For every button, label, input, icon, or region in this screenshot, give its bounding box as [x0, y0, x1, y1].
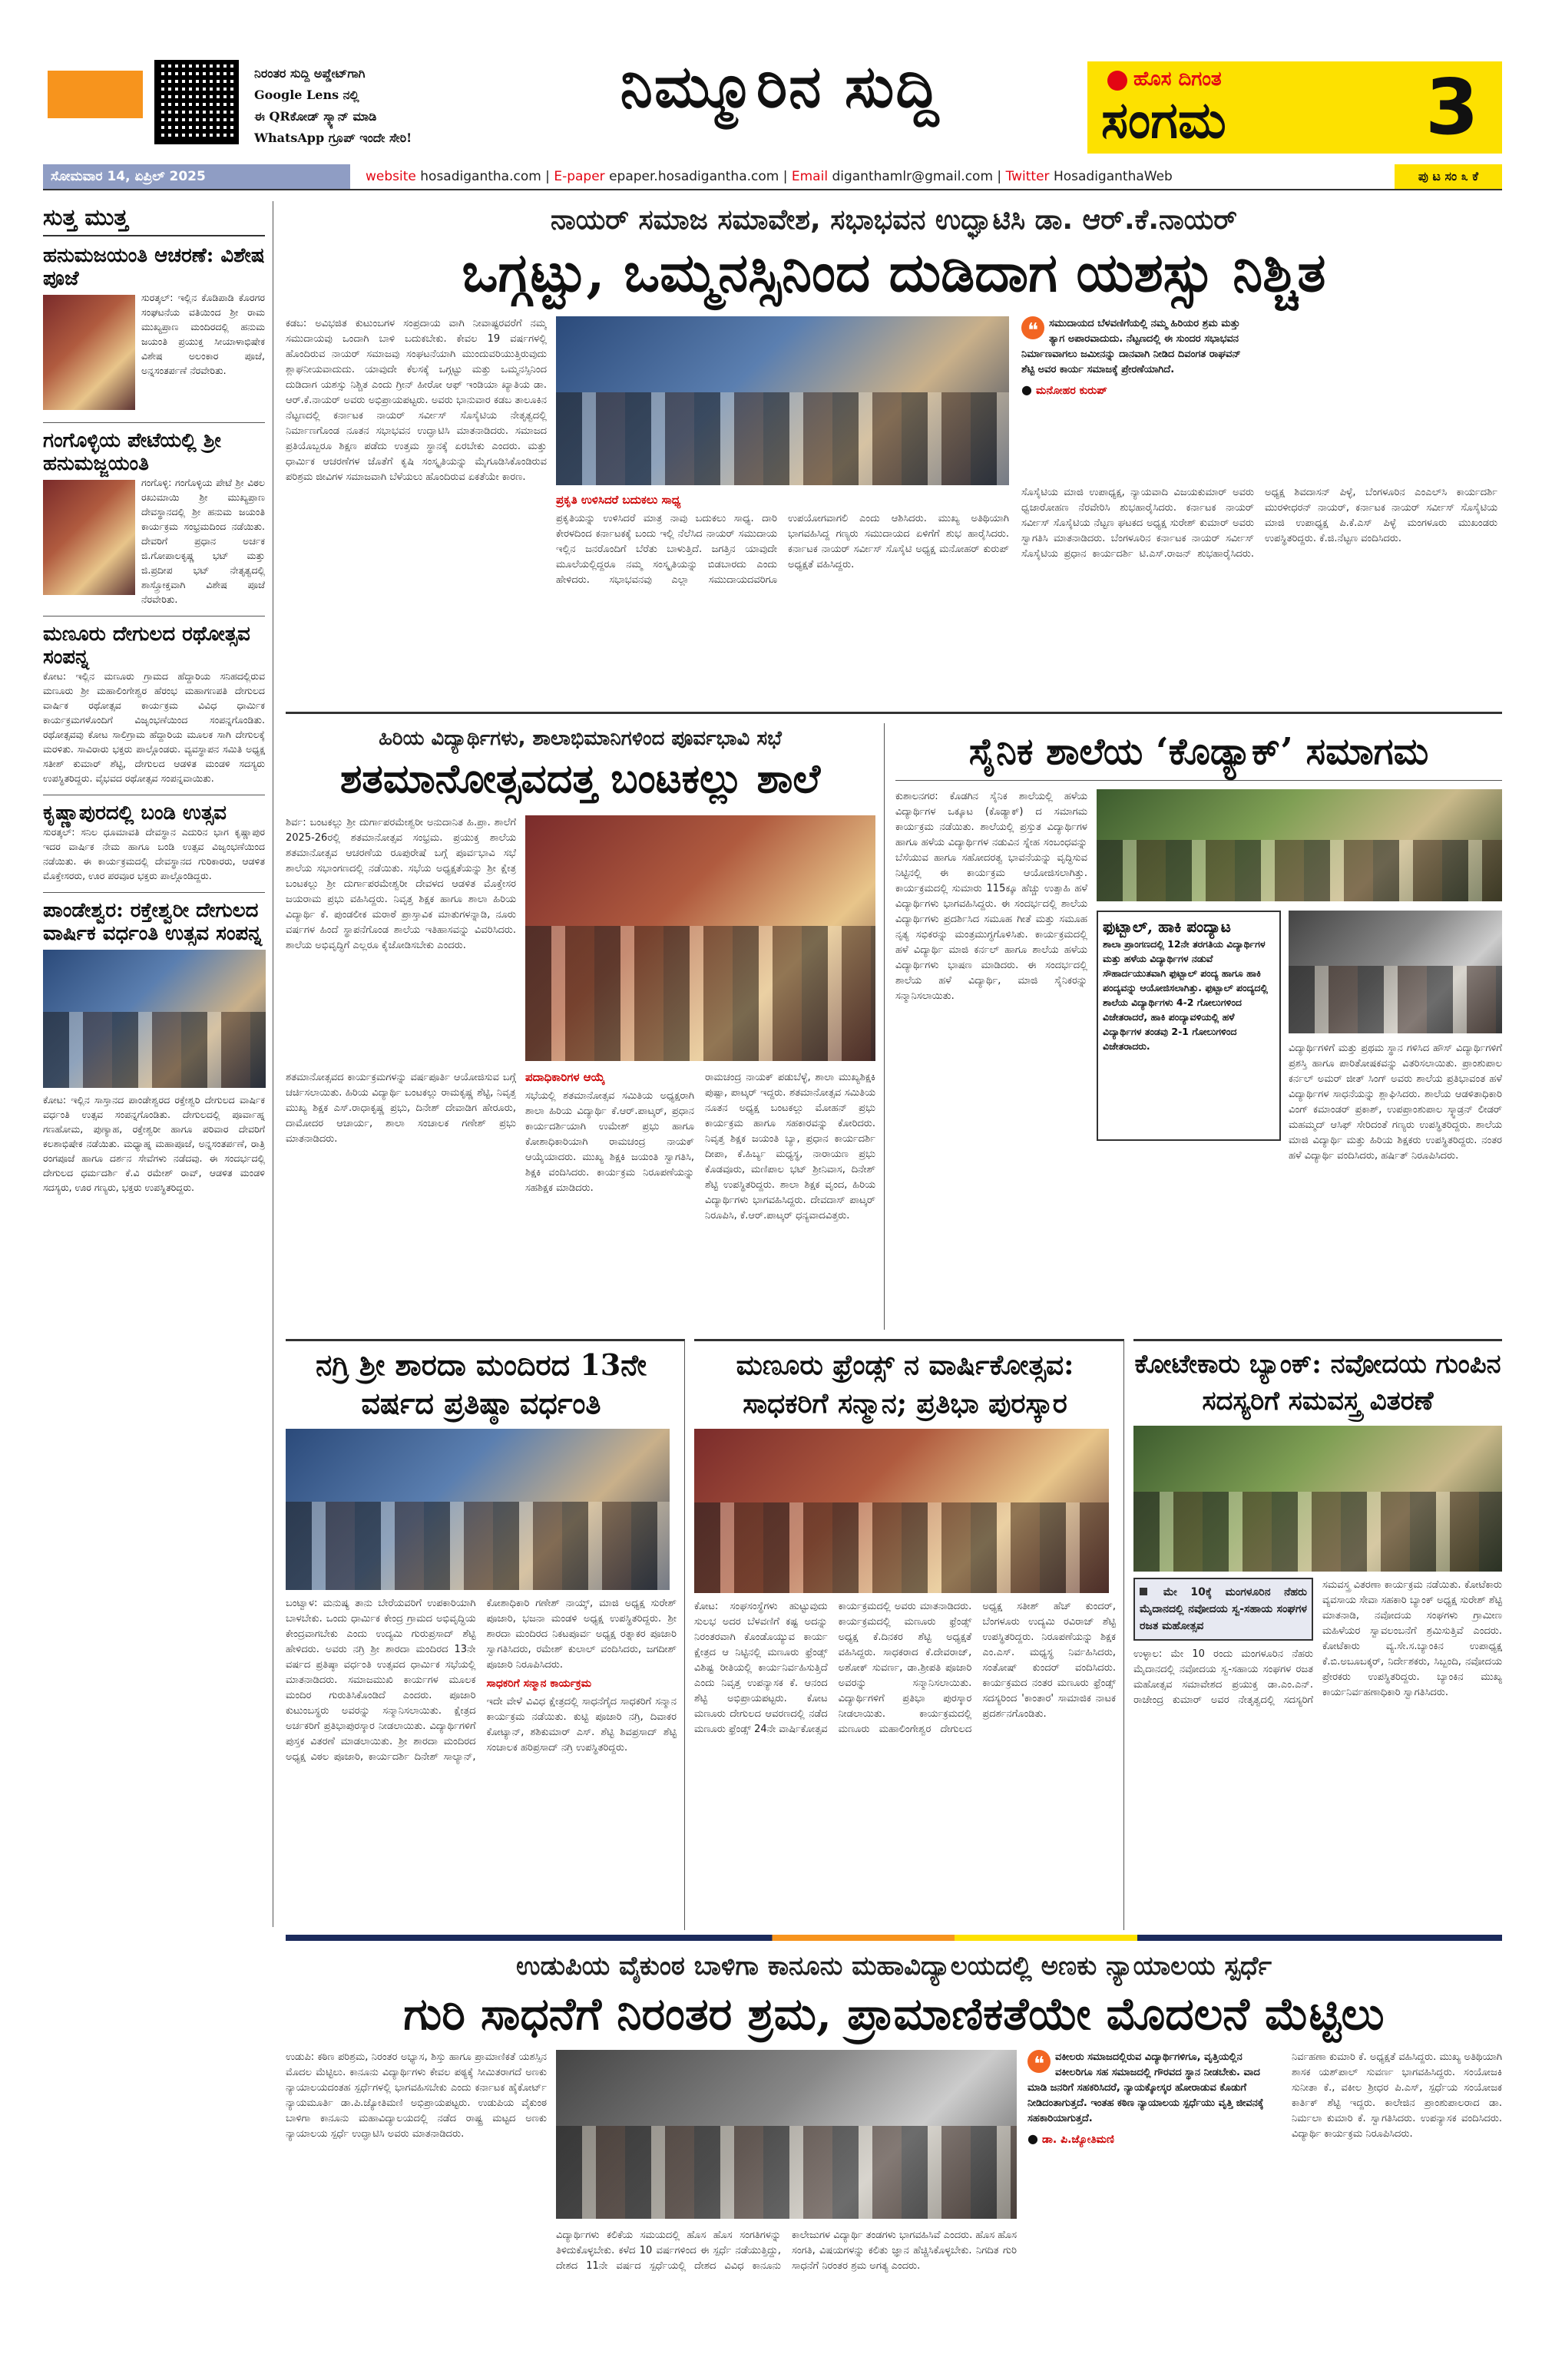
story-body: ವಿದ್ಯಾರ್ಥಿಗಳು ಕಲಿಕೆಯ ಸಮಯದಲ್ಲಿ ಹೊಸ ಹೊಸ ಸಂಗತಿಗಳನ್ನು ತಿಳಿದುಕೊಳ್ಳಬೇಕು. ಕಳೆದ 10 ವರ್ಷಗಳಿಂದ ಈ ಸ್ಪರ್ಧೆ ನಡೆಯುತ್ತಿದ್ದು, ದೇಶದ 11ನೇ ವರ್ಷದ ಸ್ಪರ್ಧೆಯಲ್ಲಿ ದೇಶದ ವಿವಿಧ ಕಾನೂನು ಕಾಲೇಜುಗಳ ವಿದ್ಯಾರ್ಥಿ ತಂಡಗಳು ಭಾಗವಹಿಸಿವೆ ಎಂದರು. ಹೊಸ ಹೊಸ ಸಂಗತಿ, ವಿಷಯಗಳನ್ನು ಕಲಿತು ಜ್ಞಾನ ಹೆಚ್ಚಿಸಿಕೊಳ್ಳಬೇಕು. ನಿಗದಿತ ಗುರಿ ಸಾಧನೆಗೆ ನಿರಂತರ ಶ್ರಮ ಅಗತ್ಯ ಎಂದರು. [556, 2230, 1017, 2272]
info-bar [43, 164, 1502, 190]
quote-icon: ❝ [1027, 2050, 1051, 2073]
brand-block [1087, 61, 1502, 154]
promo-line: Google Lens ನಲ್ಲಿ [254, 88, 359, 102]
website-link[interactable]: hosadigantha.com [420, 169, 541, 184]
pull-quote [1021, 316, 1252, 478]
box-bullet-icon [1140, 1588, 1147, 1595]
promo-line: ಈ QRಕೋಡ್ ಸ್ಕ್ಯಾನ್ ಮಾಡಿ [254, 109, 377, 124]
brand-small: ಹೊಸ ದಿಗಂತ [1133, 68, 1222, 91]
promo-text [254, 63, 515, 149]
contact-links: website hosadigantha.com | E-paper epaper.hosadigantha.com | Email diganthamlr@gmail.com | Twitter HosadiganthaWeb [366, 169, 1173, 184]
sidebar-item [43, 422, 265, 607]
masthead [43, 15, 1502, 161]
pull-quote [1027, 2050, 1281, 2280]
story-sainik-school [895, 723, 1502, 1330]
sidebar [43, 201, 273, 1927]
info-box [1133, 1578, 1313, 1641]
story-body-text: ಇದೇ ವೇಳೆ ವಿವಿಧ ಕ್ಷೇತ್ರದಲ್ಲಿ ಸಾಧನೆಗೈದ ಸಾಧಕರಿಗೆ ಸನ್ಮಾನ ಕಾರ್ಯಕ್ರಮ ನಡೆಯಿತು. ಕುಟ್ಟಿ ಪೂಜಾರಿ ನಗ್ರಿ, ದಿವಾಕರ ಕೋಟ್ಯಾನ್, ಶಶಿಕುಮಾರ್ ಎಸ್. ಶೆಟ್ಟಿ ಶಿವಪ್ರಸಾದ್ ಶೆಟ್ಟಿ ಸಂಚಾಲಕ ಹರಿಪ್ರಸಾದ್ ನಗ್ರಿ ಉಪಸ್ಥಿತರಿದ್ದರು. [486, 1696, 677, 1754]
sidebar-body: ಸುರತ್ಕಲ್: ಸನಿಲ ಧೂಮಾವತಿ ದೇವಸ್ಥಾನ ಎದುರಿನ ಭಾಗ ಕೃಷ್ಣಾಪುರ ಇದರ ವಾರ್ಷಿಕ ನೇಮ ಹಾಗೂ ಬಂಡಿ ಉತ್ಸವ ವಿಜೃಂಭಣೆಯಿಂದ ನಡೆಯಿತು. ಈ ಕಾರ್ಯಕ್ರಮದಲ್ಲಿ ದೇವಸ್ಥಾನದ ಗುರಿಕಾರರು, ಆಡಳಿತ ಮೊಕ್ತೇಸರರು, ಊರ ಪರವೂರ ಭಕ್ತರು ಪಾಲ್ಗೊಂಡಿದ್ದರು. [43, 826, 265, 881]
story-headline: ಶತಮಾನೋತ್ಸವದತ್ತ ಬಂಟಕಲ್ಲು ಶಾಲೆ [339, 755, 821, 802]
sidebar-headline: ಮಣೂರು ದೇಗುಲದ ರಥೋತ್ಸವ ಸಂಪನ್ನ [43, 623, 250, 669]
story-moot-court [286, 1947, 1502, 2362]
story-manur-friends [694, 1339, 1124, 1930]
story-body: ವಿದ್ಯಾರ್ಥಿಗಳಿಗೆ ಮತ್ತು ಪ್ರಥಮ ಸ್ಥಾನ ಗಳಿಸಿದ ಹೌಸ್ ವಿದ್ಯಾರ್ಥಿಗಳಿಗೆ ಪ್ರಶಸ್ತಿ ಹಾಗೂ ಪಾರಿತೋಷಕವನ್ನು ವಿತರಿಸಲಾಯಿತು. ಪ್ರಾಂಶುಪಾಲ ಕರ್ನಲ್ ಅಮರ್ ಜೀತ್ ಸಿಂಗ್ ಅವರು ಶಾಲೆಯ ಪ್ರತಿಭಾವಂತ ಹಳೆ ವಿದ್ಯಾರ್ಥಿಗಳ ಸಾಧನೆಯನ್ನು ಶ್ಲಾಘಿಸಿದರು. ಶಾಲೆಯ ಆಡಳಿತಾಧಿಕಾರಿ ವಿಂಗ್ ಕಮಾಂಡರ್ ಪ್ರಕಾಶ್, ಉಪಪ್ರಾಂಶುಪಾಲ ಸ್ಕ್ವಾಡ್ರನ್ ಲೀಡರ್ ಮಹಮ್ಮದ್ ಆಸಿಫ್ ಸೇರಿದಂತೆ ಗಣ್ಯರು ಉಪಸ್ಥಿತರಿದ್ದರು. ಶಾಲೆಯ ಮಾಜಿ ವಿದ್ಯಾರ್ಥಿ ಮತ್ತು ಹಿರಿಯ ಶಿಕ್ಷಕರು ಉಪಸ್ಥಿತರಿದ್ದರು. ನಂತರ ಹಳೆ ವಿದ್ಯಾರ್ಥಿ ವಂದಿಸಿದರು, ಹರ್ಷಿತ್ ನಿರೂಪಿಸಿದರು. [1289, 1043, 1502, 1162]
promo-line: WhatsApp ಗ್ರೂಪ್ ಇಂದೇ ಸೇರಿ! [254, 131, 412, 145]
sidebar-photo [43, 480, 135, 595]
story-photo [556, 316, 1009, 485]
story-body: ಸೊಸೈಟಿಯ ಮಾಜಿ ಉಪಾಧ್ಯಕ್ಷ, ನ್ಯಾಯವಾದಿ ವಿಜಯಕುಮಾರ್ ಅವರು ಧ್ವಜಾರೋಹಣ ನೆರವೇರಿಸಿ ಶುಭಹಾರೈಸಿದರು. ಕರ್ನಾಟಕ ನಾಯರ್ ಸರ್ವೀಸ್ ಸೊಸೈಟಿಯ ನೆಟ್ಟಣ ಘಟಕದ ಅಧ್ಯಕ್ಷ ಸುರೇಶ್ ಕುಮಾರ್ ಅವರು ಸ್ವಾಗತಿಸಿ ಮಾತನಾಡಿದರು. ಬೆಂಗಳೂರಿನ ಕರ್ನಾಟಕ ನಾಯರ್ ಸರ್ವೀಸ್ ಸೊಸೈಟಿಯ ಪ್ರಧಾನ ಕಾರ್ಯದರ್ಶಿ ಟಿ.ಎಸ್.ರಾಜನ್ ಶುಭಹಾರೈಸಿದರು. ಅಧ್ಯಕ್ಷ ಶಿವದಾಸನ್ ಪಿಳ್ಳೆ, ಬೆಂಗಳೂರಿನ ಎಂಎಲ್‌ಸಿ ಕಾರ್ಯದರ್ಶಿ ಮುರಳೀಧರನ್ ನಾಯರ್, ಕರ್ನಾಟಕ ನಾಯರ್ ಸರ್ವೀಸ್ ಸೊಸೈಟಿಯ ಮಾಜಿ ಉಪಾಧ್ಯಕ್ಷ ಪಿ.ಕೆ.ಎಸ್ ಪಿಳ್ಳೆ ಮಂಗಳೂರು ಮುಖಂಡರು ಉಪಸ್ಥಿತರಿದ್ದರು. ಕೆ.ಜಿ.ನೆಟ್ಟಣ ವಂದಿಸಿದರು. [1021, 487, 1497, 560]
sidebar-item [43, 244, 265, 413]
box-body: ಶಾಲಾ ಪ್ರಾಂಗಣದಲ್ಲಿ 12ನೇ ತರಗತಿಯ ವಿದ್ಯಾರ್ಥಿಗಳ ಮತ್ತು ಹಳೆಯ ವಿದ್ಯಾರ್ಥಿಗಳ ನಡುವೆ ಸೌಹಾರ್ದಯುತವಾಗಿ ಫುಟ್ಬಾಲ್ ಪಂದ್ಯ ಹಾಗೂ ಹಾಕಿ ಪಂದ್ಯವನ್ನು ಆಯೋಜಿಸಲಾಗಿತ್ತು. ಫುಟ್ಬಾಲ್ ಪಂದ್ಯದಲ್ಲಿ ಶಾಲೆಯ ವಿದ್ಯಾರ್ಥಿಗಳು 4-2 ಗೋಲುಗಳಿಂದ ವಿಜೇತರಾದರೆ, ಹಾಕಿ ಪಂದ್ಯಾವಳಿಯಲ್ಲಿ ಹಳೆ ವಿದ್ಯಾರ್ಥಿಗಳ ತಂಡವು 2-1 ಗೋಲುಗಳಿಂದ ವಿಜೇತರಾದರು. [1103, 938, 1268, 1052]
story-body: ನಿರ್ವಹಣಾ ಕುಮಾರಿ ಕೆ. ಅಧ್ಯಕ್ಷತೆ ವಹಿಸಿದ್ದರು. ಮುಖ್ಯ ಅತಿಥಿಯಾಗಿ ಶಾಸಕ ಯಶ್‌ಪಾಲ್ ಸುವರ್ಣ ಭಾಗವಹಿಸಿದ್ದರು. ಸಂಯೋಜಕಿ ಸುನೀತಾ ಕೆ., ವಕೀಲ ಶ್ರೀಧರ ಪಿ.ಎಸ್, ಸ್ಪರ್ಧೆಯ ಸಂಯೋಜಕ ಕಾರ್ತಿಕ್ ಶೆಟ್ಟಿ ಇದ್ದರು. ಕಾಲೇಜಿನ ಪ್ರಾಂಶುಪಾಲರಾದ ಡಾ. ನಿರ್ಮಲಾ ಕುಮಾರಿ ಕೆ. ಸ್ವಾಗತಿಸಿದರು. ಉಪನ್ಯಾಸಕ ವಂದಿಸಿದರು. ವಿದ್ಯಾರ್ಥಿ ಕಾರ್ಯಕ್ರಮ ನಿರೂಪಿಸಿದರು. [1292, 2051, 1502, 2140]
qr-code[interactable] [154, 60, 239, 144]
story-body: ಶಿರ್ವ: ಬಂಟಕಲ್ಲು ಶ್ರೀ ದುರ್ಗಾಪರಮೇಶ್ವರೀ ಅನುದಾನಿತ ಹಿ.ಪ್ರಾ. ಶಾಲೆಗೆ 2025-26ರಲ್ಲಿ ಶತಮಾನೋತ್ಸವ ಸಂಭ್ರಮ. ಪ್ರಯುಕ್ತ ಶಾಲೆಯ ಶತಮಾನೋತ್ಸವ ಆಚರಣೆಯ ರೂಪುರೇಷೆ ಬಗ್ಗೆ ಪೂರ್ವಭಾವಿ ಸಭೆ ಶಾಲೆಯ ಸಭಾಂಗಣದಲ್ಲಿ ನಡೆಯಿತು. ಸಭೆಯ ಅಧ್ಯಕ್ಷತೆಯನ್ನು ಶ್ರೀ ಕ್ಷೇತ್ರ ಬಂಟಕಲ್ಲು ಶ್ರೀ ದುರ್ಗಾಪರಮೇಶ್ವರೀ ದೇವಳದ ಆಡಳಿತ ಮೊಕ್ತೇಸರ ಜಯರಾಮ ಪ್ರಭು ವಹಿಸಿದ್ದರು. ನಿವೃತ್ತ ಶಿಕ್ಷಕ ಹಾಗೂ ಶಾಲಾ ಹಿರಿಯ ವಿದ್ಯಾರ್ಥಿ ಕೆ. ಪುಂಡಲೀಕ ಮರಾಠೆ ಪ್ರಾಸ್ತಾವಿಕ ಮಾತುಗಳನ್ನಾಡಿ, ನೂರು ವರ್ಷಗಳ ಹಿಂದೆ ಸ್ಥಾಪನೆಗೊಂಡ ಶಾಲೆಯ ಇತಿಹಾಸವನ್ನು ವಿವರಿಸಿದರು. ಶಾಲೆಯ ಅಭಿವೃದ್ಧಿಗೆ ಎಲ್ಲರೂ ಕೈಜೋಡಿಸಬೇಕು ಎಂದರು. [286, 817, 516, 951]
story-photo [556, 2050, 1017, 2219]
website-label: website [366, 169, 416, 184]
box-title: ಫುಟ್ಬಾಲ್, ಹಾಕಿ ಪಂದ್ಯಾಟ [1103, 917, 1231, 936]
twitter-link[interactable]: HosadiganthaWeb [1053, 169, 1173, 184]
sidebar-headline: ಹನುಮಜಯಂತಿ ಆಚರಣೆ: ವಿಶೇಷ ಪೂಜೆ [43, 244, 265, 290]
story-headline: ಸೈನಿಕ ಶಾಲೆಯ ‘ಕೊಡ್ಯಾಕ್’ ಸಮಾಗಮ [895, 723, 1502, 781]
box-item: ಮೇ 10ಕ್ಕೆ ಮಂಗಳೂರಿನ ನೆಹರು ಮೈದಾನದಲ್ಲಿ ನವೋದಯ ಸ್ವ-ಸಹಾಯ ಸಂಘಗಳ ರಜತ ಮಹೋತ್ಸವ [1140, 1586, 1307, 1632]
page-code: ಪು ಟ ಸಂ ೩ ಕೆ [1395, 164, 1502, 189]
story-subhead: ಪ್ರಕೃತಿ ಉಳಿಸಿದರೆ ಬದುಕಲು ಸಾಧ್ಯ [556, 493, 681, 507]
story-body: ಉಡುಪಿ: ಕಠಿಣ ಪರಿಶ್ರಮ, ನಿರಂತರ ಅಭ್ಯಾಸ, ಶಿಸ್ತು ಹಾಗೂ ಪ್ರಾಮಾಣಿಕತೆ ಯಶಸ್ಸಿನ ಮೊದಲ ಮೆಟ್ಟಿಲು. ಕಾನೂನು ವಿದ್ಯಾರ್ಥಿಗಳು ಕೇವಲ ಪಠ್ಯಕ್ಕೆ ಸೀಮಿತರಾಗದೆ ಅಣಕು ನ್ಯಾಯಾಲಯದಂತಹ ಸ್ಪರ್ಧೆಗಳಲ್ಲಿ ಭಾಗವಹಿಸಬೇಕು ಎಂದು ಕರ್ನಾಟಕ ಹೈಕೋರ್ಟ್ ನ್ಯಾಯಮೂರ್ತಿ ಡಾ.ಪಿ.ಜ್ಯೋತಿಮಣಿ ಅಭಿಪ್ರಾಯಪಟ್ಟರು. ಉಡುಪಿಯ ವೈಕುಂಠ ಬಾಳಿಗಾ ಕಾನೂನು ಮಹಾವಿದ್ಯಾಲಯದಲ್ಲಿ ನಡೆದ ರಾಷ್ಟ್ರ ಮಟ್ಟದ ಅಣಕು ನ್ಯಾಯಾಲಯ ಸ್ಪರ್ಧೆ ಉದ್ಘಾಟಿಸಿ ಅವರು ಮಾತನಾಡಿದರು. [286, 2051, 547, 2140]
epaper-link[interactable]: epaper.hosadigantha.com [609, 169, 779, 184]
story-headline: ಗುರಿ ಸಾಧನೆಗೆ ನಿರಂತರ ಶ್ರಮ, ಪ್ರಾಮಾಣಿಕತೆಯೇ ಮೊದಲನೆ ಮೆಟ್ಟಿಲು [403, 1988, 1385, 2040]
story-body: ಕೋಟ: ಸಂಘಸಂಸ್ಥೆಗಳು ಹುಟ್ಟುವುದು ಸುಲಭ ಅದರ ಬೆಳವಣಿಗೆ ಕಷ್ಟ ಅದನ್ನು ನಿರಂತರವಾಗಿ ಕೊಂಡೊಯ್ಯುವ ಕಾರ್ಯ ಕ್ಷೇತ್ರದ ಆ ನಿಟ್ಟಿನಲ್ಲಿ ಮಣೂರು ಫ್ರೆಂಡ್ಸ್ ವಿಶಿಷ್ಟ ರೀತಿಯಲ್ಲಿ ಕಾರ್ಯನಿರ್ವಹಿಸುತ್ತಿದೆ ಎಂದು ನಿವೃತ್ತ ಉಪನ್ಯಾಸಕ ಕೆ. ಆನಂದ ಶೆಟ್ಟಿ ಅಭಿಪ್ರಾಯಪಟ್ಟರು. ಕೋಟ ಮಣೂರು ದೇಗುಲದ ಆವರಣದಲ್ಲಿ ನಡೆದ ಮಣೂರು ಫ್ರೆಂಡ್ಸ್ 24ನೇ ವಾರ್ಷಿಕೋತ್ಸವ ಕಾರ್ಯಕ್ರಮದಲ್ಲಿ ಅವರು ಮಾತನಾಡಿದರು. ಕಾರ್ಯಕ್ರಮದಲ್ಲಿ ಮಣೂರು ಫ್ರೆಂಡ್ಸ್ ಅಧ್ಯಕ್ಷ ಕೆ.ದಿನಕರ ಶೆಟ್ಟಿ ಅಧ್ಯಕ್ಷತೆ ವಹಿಸಿದ್ದರು. ಸಾಧಕರಾದ ಕೆ.ದೇವರಾಜ್, ಅಶೋಕ್ ಸುವರ್ಣ, ಡಾ.ಶ್ರೀಪತಿ ಪೂಜಾರಿ ಅವರನ್ನು ಸನ್ಮಾನಿಸಲಾಯಿತು. ವಿದ್ಯಾರ್ಥಿಗಳಿಗೆ ಪ್ರತಿಭಾ ಪುರಸ್ಕಾರ ನೀಡಲಾಯಿತು. ಕಾರ್ಯಕ್ರಮದಲ್ಲಿ ಮಣೂರು ಮಹಾಲಿಂಗೇಶ್ವರ ದೇಗುಲದ ಅಧ್ಯಕ್ಷ ಸತೀಶ್ ಹೆಚ್ ಕುಂದರ್, ಬೆಂಗಳೂರು ಉದ್ಯಮಿ ರವಿರಾಜ್ ಶೆಟ್ಟಿ ಉಪಸ್ಥಿತರಿದ್ದರು. ನಿರೂಪಣೆಯನ್ನು ಶಿಕ್ಷಕ ಎಂ.ಎಸ್. ಮಧ್ಯಸ್ಥ ನಿರ್ವಹಿಸಿದರು, ಸಂತೋಷ್ ಕುಂದರ್ ವಂದಿಸಿದರು. ಕಾರ್ಯಕ್ರಮದ ನಂತರ ಮಣೂರು ಫ್ರೆಂಡ್ಸ್ ಸದಸ್ಯರಿಂದ 'ಕಾಂತಾರ' ಸಾಮಾಜಿಕ ನಾಟಕ ಪ್ರದರ್ಶನಗೊಂಡಿತು. [694, 1601, 1116, 1735]
story-kicker: ನಾಯರ್ ಸಮಾಜ ಸಮಾವೇಶ, ಸಭಾಭವನ ಉದ್ಘಾಟಿಸಿ ಡಾ. ಆರ್.ಕೆ.ನಾಯರ್ [551, 204, 1237, 236]
story-headline: ಮಣೂರು ಫ್ರೆಂಡ್ಸ್ ನ ವಾರ್ಷಿಕೋತ್ಸವ: ಸಾಧಕರಿಗೆ ಸನ್ಮಾನ; ಪ್ರತಿಭಾ ಪುರಸ್ಕಾರ [736, 1349, 1074, 1420]
sidebar-item [43, 795, 265, 883]
story-body [286, 1596, 677, 1919]
sidebar-section-title: ಸುತ್ತ ಮುತ್ತ [43, 201, 265, 236]
story-body [1133, 1578, 1502, 1908]
sidebar-headline: ಪಾಂಡೇಶ್ವರ: ರಕ್ತೇಶ್ವರೀ ದೇಗುಲದ ವಾರ್ಷಿಕ ವರ್ಧಂತಿ ಉತ್ಸವ ಸಂಪನ್ನ [43, 899, 263, 945]
color-band [286, 1935, 1502, 1941]
email-link[interactable]: diganthamlr@gmail.com [832, 169, 994, 184]
sidebar-headline: ಗಂಗೊಳ್ಳಿಯ ಪೇಟೆಯಲ್ಲಿ ಶ್ರೀ ಹನುಮಜ್ಜಯಂತಿ [43, 429, 221, 475]
sidebar-body: ಕೋಟ: ಇಲ್ಲಿನ ಸಾಸ್ತಾನದ ಪಾಂಡೇಶ್ವರದ ರಕ್ತೇಶ್ವರಿ ದೇಗುಲದ ವಾರ್ಷಿಕ ವರ್ಧಂತಿ ಉತ್ಸವ ಸಂಪನ್ನಗೊಂಡಿತು. ದೇಗುಲದಲ್ಲಿ ಪೂರ್ವಾಹ್ನ ಗಣಹೋಮ, ಪುಣ್ಯಾಹ, ರಕ್ತೇಶ್ವರೀ ಹಾಗೂ ಪರಿವಾರ ದೇವರಿಗೆ ಕಲಶಾಭಿಷೇಕ ನಡೆಯಿತು. ಮಧ್ಯಾಹ್ನ ಮಹಾಪೂಜೆ, ಅನ್ನಸಂತರ್ಪಣೆ, ರಾತ್ರಿ ರಂಗಪೂಜೆ ಹಾಗೂ ದರ್ಶನ ಸೇವೆಗಳು ನಡೆದವು. ಈ ಸಂದರ್ಭದಲ್ಲಿ ದೇಗುಲದ ಧರ್ಮದರ್ಶಿ ಕೆ.ವಿ ರಮೇಶ್ ರಾವ್, ಆಡಳಿತ ಮಂಡಳಿ ಸದಸ್ಯರು, ಊರ ಗಣ್ಯರು, ಭಕ್ತರು ಉಪಸ್ಥಿತರಿದ್ದರು. [43, 1094, 265, 1193]
story-kotekar-bank [1133, 1339, 1502, 1930]
epaper-label: E-paper [554, 169, 605, 184]
quote-icon: ❝ [1021, 316, 1044, 339]
pull-quote-text: ಸಮುದಾಯದ ಬೆಳವಣಿಗೆಯಲ್ಲಿ ನಮ್ಮ ಹಿರಿಯರ ಶ್ರಮ ಮತ್ತು ತ್ಯಾಗ ಅಪಾರವಾದುದು. ನೆಟ್ಟಣದಲ್ಲಿ ಈ ಸುಂದರ ಸಭಾಭವನ ನಿರ್ಮಾಣವಾಗಲು ಜಮೀನನ್ನು ದಾನವಾಗಿ ನೀಡಿದ ದಿವಂಗತ ರಾಘವನ್ ಶೆಟ್ಟಿ ಅವರ ಕಾರ್ಯ ಸಮಾಜಕ್ಕೆ ಪ್ರೇರಣೆಯಾಗಿದೆ. [1021, 318, 1241, 375]
story-headline: ನಗ್ರಿ ಶ್ರೀ ಶಾರದಾ ಮಂದಿರದ 13ನೇ ವರ್ಷದ ಪ್ರತಿಷ್ಠಾ ವರ್ಧಂತಿ [316, 1347, 647, 1420]
story-sharada-mandira [286, 1339, 685, 1930]
sidebar-photo [43, 950, 266, 1088]
story-body: ರಾಮಚಂದ್ರ ನಾಯಕ್ ಪಡುಬೆಳ್ಳೆ, ಶಾಲಾ ಮುಖ್ಯಶಿಕ್ಷಕಿ ಪುಷ್ಪಾ, ಪಾಟ್ಕರ್ ಇದ್ದರು. ಶತಮಾನೋತ್ಸವ ಸಮಿತಿಯ ನೂತನ ಅಧ್ಯಕ್ಷ ಬಂಟಕಲ್ಲು ಮೋಹನ್ ಪ್ರಭು ಕಾರ್ಯಕ್ರಮ ಹಾಗೂ ಸಹಕಾರವನ್ನು ಕೋರಿದರು. ನಿವೃತ್ತ ಶಿಕ್ಷಕ ಜಯಂತಿ ಬ್ಯಾ, ಪ್ರಧಾನ ಕಾರ್ಯದರ್ಶಿ ದೀಪಾ, ಕೆ.ಹಿರ್ಬ್ಯ ಮಧ್ಯಸ್ಥ, ನಾರಾಯಣ ಪ್ರಭು ಕೊಡವೂರು, ಮಣಿಪಾಲ ಭಟ್ ಶ್ರೀನಿವಾಸ, ದಿನೇಶ್ ಶೆಟ್ಟಿ ಉಪಸ್ಥಿತರಿದ್ದರು. ಶಾಲಾ ಶಿಕ್ಷಕ ವೃಂದ, ಹಿರಿಯ ವಿದ್ಯಾರ್ಥಿಗಳು ಭಾಗವಹಿಸಿದ್ದರು. ದೇವದಾಸ್ ಪಾಟ್ಕರ್ ನಿರೂಪಿಸಿ, ಕೆ.ಆರ್.ಪಾಟ್ಕರ್ ಧನ್ಯವಾದವಿತ್ತರು. [705, 1072, 875, 1221]
story-kicker: ಉಡುಪಿಯ ವೈಕುಂಠ ಬಾಳಿಗಾ ಕಾನೂನು ಮಹಾವಿದ್ಯಾಲಯದಲ್ಲಿ ಅಣಕು ನ್ಯಾಯಾಲಯ ಸ್ಪರ್ಧೆ [516, 1951, 1272, 1982]
date-label: ಸೋಮವಾರ 14, ಏಪ್ರಿಲ್ 2025 [43, 164, 350, 189]
page-number: 3 [1425, 62, 1479, 152]
masthead-title: ನಿಮ್ಮೂರಿನ ಸುದ್ದಿ [620, 52, 941, 121]
story-subhead: ಪದಾಧಿಕಾರಿಗಳ ಆಯ್ಕೆ [525, 1070, 605, 1084]
email-label: Email [791, 169, 829, 184]
sidebar-item [43, 616, 265, 785]
sidebar-body: ಕೋಟ: ಇಲ್ಲಿನ ಮಣೂರು ಗ್ರಾಮದ ಹೆದ್ದಾರಿಯ ಸನಿಹದಲ್ಲಿರುವ ಮಣೂರು ಶ್ರೀ ಮಹಾಲಿಂಗೇಶ್ವರ ಹೆರಂಭ ಮಹಾಗಣಪತಿ ದೇಗುಲದ ವಾರ್ಷಿಕ ರಥೋತ್ಸವ ಕಾರ್ಯಕ್ರಮ ವಿವಿಧ ಧಾರ್ಮಿಕ ಕಾರ್ಯಕ್ರಮಗಳೊಂದಿಗೆ ವಿಜೃಂಭಣೆಯಿಂದ ಸಂಪನ್ನಗೊಂಡಿತು. ರಥೋತ್ಸವವು ಕೋಟ ಸಾಲಿಗ್ರಾಮ ಹೆದ್ದಾರಿಯ ಮೂಲಕ ಸಾಗಿ ದೇಗುಲಕ್ಕೆ ಮರಳಿತು. ಸಾವಿರಾರು ಭಕ್ತರು ಪಾಲ್ಗೊಂಡರು. ವ್ಯವಸ್ಥಾಪನ ಸಮಿತಿ ಅಧ್ಯಕ್ಷ ಸತೀಶ್ ಕುಮಾರ್ ಶೆಟ್ಟಿ, ದೇಗುಲದ ಆಡಳಿತ ಮಂಡಳಿ ಸದಸ್ಯರು ಉಪಸ್ಥಿತರಿದ್ದರು. ವೈಭವದ ರಥೋತ್ಸವ ಸಂಪನ್ನವಾಯಿತು. [43, 670, 265, 784]
story-photo [1133, 1426, 1502, 1572]
sidebar-photo [43, 295, 135, 410]
sidebar-body: ಗಂಗೊಳ್ಳಿ: ಗಂಗೊಳ್ಳಿಯ ಪೇಟೆ ಶ್ರೀ ವಿಠಲ ರಖುಮಾಯಿ ಶ್ರೀ ಮುಖ್ಯಪ್ರಾಣ ದೇವಸ್ಥಾನದಲ್ಲಿ ಶ್ರೀ ಹನುಮ ಜಯಂತಿ ಕಾರ್ಯಕ್ರಮ ಸಂಭ್ರಮದಿಂದ ನಡೆಯಿತು. ದೇವರಿಗೆ ಪ್ರಧಾನ ಅರ್ಚಕ ಜಿ.ಗೋಪಾಲಕೃಷ್ಣ ಭಟ್ ಮತ್ತು ಜಿ.ಪ್ರದೀಪ ಭಟ್ ನೇತೃತ್ವದಲ್ಲಿ ಶಾಸ್ತ್ರೋಕ್ತವಾಗಿ ವಿಶೇಷ ಪೂಜೆ ನೆರವೇರಿತು. [141, 477, 265, 605]
story-body: ಸಭೆಯಲ್ಲಿ ಶತಮಾನೋತ್ಸವ ಸಮಿತಿಯ ಅಧ್ಯಕ್ಷರಾಗಿ ಶಾಲಾ ಹಿರಿಯ ವಿದ್ಯಾರ್ಥಿ ಕೆ.ಆರ್.ಪಾಟ್ಕರ್, ಪ್ರಧಾನ ಕಾರ್ಯದರ್ಶಿಯಾಗಿ ಉಮೇಶ್ ಪ್ರಭು ಹಾಗೂ ಕೋಶಾಧಿಕಾರಿಯಾಗಿ ರಾಮಚಂದ್ರ ನಾಯಕ್ ಆಯ್ಕೆಯಾದರು. ಮುಖ್ಯ ಶಿಕ್ಷಕಿ ಜಯಂತಿ ಸ್ವಾಗತಿಸಿ, ಶಿಕ್ಷಕಿ ವಂದಿಸಿದರು. ಕಾರ್ಯಕ್ರಮ ನಿರೂಪಣೆಯನ್ನು ಸಹಶಿಕ್ಷಕ ಮಾಡಿದರು. [525, 1090, 694, 1194]
story-subhead: ಸಾಧಕರಿಗೆ ಸನ್ಮಾನ ಕಾರ್ಯಕ್ರಮ [486, 1678, 592, 1690]
twitter-label: Twitter [1005, 169, 1050, 184]
story-body: ಕಡಬ: ಅವಿಭಜಿತ ಕುಟುಂಬಗಳ ಸಂಪ್ರದಾಯ ವಾಗಿ ನೀವಾಷ್ಟರವರೆಗೆ ನಮ್ಮ ಸಮುದಾಯವು ಒಂದಾಗಿ ಬಾಳಿ ಬದುಕಬೇಕು. ಕೇವಲ 19 ವರ್ಷಗಳಲ್ಲಿ ಹೊಂದಿರುವ ನಾಯರ್ ಸಮಾಜವು ಸಂಘಟನೆಯಾಗಿ ಮುಂದುವರಿಯುತ್ತಿರುವುದು ಶ್ಲಾಘನೀಯವಾದುದು. ಯಾವುದೇ ಕೆಲಸಕ್ಕೆ ಒಗ್ಗಟ್ಟು ಮತ್ತು ಒಮ್ಮನಸ್ಸಿನಿಂದ ದುಡಿದಾಗ ಯಶಸ್ಸು ನಿಶ್ಚಿತ ಎಂದು ಗ್ರೀನ್ ಹೀರೋ ಆಫ್ ಇಂಡಿಯಾ ಖ್ಯಾತಿಯ ಡಾ. ಆರ್.ಕೆ.ನಾಯರ್ ಅವರು ಅಭಿಪ್ರಾಯಪಟ್ಟರು. ಅವರು ಭಾನುವಾರ ಕಡಬ ತಾಲೂಕಿನ ನೆಟ್ಟಣದಲ್ಲಿ ಕರ್ನಾಟಕ ನಾಯರ್ ಸರ್ವೀಸ್ ಸೊಸೈಟಿಯ ನೇತೃತ್ವದಲ್ಲಿ ನಿರ್ಮಾಣಗೊಂಡ ನೂತನ ಸಭಾಭವನ ಉದ್ಘಾಟಿಸಿ ಮಾತನಾಡಿದರು. ಸಮಾಜದ ಪ್ರತಿಯೊಬ್ಬರೂ ಶಿಕ್ಷಣ ಪಡೆದು ಉತ್ತಮ ಸ್ಥಾನಕ್ಕೆ ಏರಬೇಕು ಎಂದರು. ಮತ್ತು ಧಾರ್ಮಿಕ ಆಚರಣೆಗಳ ಜೊತೆಗೆ ಕೃಷಿ ಸಂಸ್ಕೃತಿಯನ್ನು ಮೈಗೂಡಿಸಿಕೊಂಡಿರುವ ಪರಿಶ್ರಮ ಜೀವಿಗಳ ಸಮಾಜವಾಗಿ ಬೆಳೆಯಲು ಹೊಂದಿರುವ ಏಕತೆಯೇ ಕಾರಣ. [286, 318, 547, 483]
story-kicker: ಹಿರಿಯ ವಿದ್ಯಾರ್ಥಿಗಳು, ಶಾಲಾಭಿಮಾನಿಗಳಿಂದ ಪೂರ್ವಭಾವಿ ಸಭೆ [379, 727, 782, 750]
story-photo [1289, 911, 1502, 1033]
story-body: ಕುಶಾಲನಗರ: ಕೊಡಗಿನ ಸೈನಿಕ ಶಾಲೆಯಲ್ಲಿ ಹಳೆಯ ವಿದ್ಯಾರ್ಥಿಗಳ ಒಕ್ಕೂಟ (ಕೊಡ್ಯಾಕ್) ದ ಸಮಾಗಮ ಕಾರ್ಯಕ್ರಮ ನಡೆಯಿತು. ಶಾಲೆಯಲ್ಲಿ ಪ್ರಸ್ತುತ ವಿದ್ಯಾರ್ಥಿಗಳ ಹಾಗೂ ಹಳೆಯ ವಿದ್ಯಾರ್ಥಿಗಳ ನಡುವಿನ ಸ್ನೇಹ ಸಂಬಂಧವನ್ನು ಬೆಸೆಯುವ ಹಾಗೂ ಸಹೋದರತ್ವ ಭಾವನೆಯನ್ನು ವೃದ್ಧಿಸುವ ನಿಟ್ಟಿನಲ್ಲಿ ಈ ಕಾರ್ಯಕ್ರಮ ಆಯೋಜಿಸಲಾಗಿತ್ತು. ಕಾರ್ಯಕ್ರಮದಲ್ಲಿ ಸುಮಾರು 115ಕ್ಕೂ ಹೆಚ್ಚು ಉತ್ಸಾಹಿ ಹಳೆ ವಿದ್ಯಾರ್ಥಿಗಳು ಭಾಗವಹಿಸಿದ್ದರು. ಈ ಸಂದರ್ಭದಲ್ಲಿ ಶಾಲೆಯ ವಿದ್ಯಾರ್ಥಿಗಳು ಪ್ರದರ್ಶಿಸಿದ ಸಮೂಹ ಗೀತೆ ಮತ್ತು ಸಮೂಹ ನೃತ್ಯ ಸಭಿಕರನ್ನು ಮಂತ್ರಮುಗ್ಧಗೊಳಿಸಿತು. ಕಾರ್ಯಕ್ರಮದಲ್ಲಿ ಹಳೆ ವಿದ್ಯಾರ್ಥಿ ಮಾಜಿ ಕರ್ನಲ್ ಹಾಗೂ ಶಾಲೆಯ ಹಳೆಯ ವಿದ್ಯಾರ್ಥಿಗಳು ಭಾಷಣ ಮಾಡಿದರು. ಈ ಸಂದರ್ಭದಲ್ಲಿ ಶಾಲೆಯ ಹಳೆ ವಿದ್ಯಾರ್ಥಿ, ಮಾಜಿ ಸೈನಿಕರನ್ನು ಸನ್ಮಾನಿಸಲಾಯಿತು. [895, 791, 1087, 1002]
sidebar-item [43, 892, 265, 1195]
pull-quote-text: ವಕೀಲರು ಸಮಾಜದಲ್ಲಿರುವ ವಿದ್ಯಾರ್ಥಿಗಳಿಗೂ, ವೃತ್ತಿಯಲ್ಲಿನ ವಕೀಲರಿಗೂ ಸಹ ಸಮಾಜದಲ್ಲಿ ಗೌರವದ ಸ್ಥಾನ ನೀಡಬೇಕು. ವಾದ ಮಾಡಿ ಜನರಿಗೆ ಸಹಕರಿಸಿದರೆ, ನ್ಯಾಯಕ್ಕೋಸ್ಕರ ಹೋರಾಡುವ ಕೊಡುಗೆ ನೀಡಿದಂತಾಗುತ್ತದೆ. ಇಂತಹ ಕಠಿಣ ನ್ಯಾಯಾಲಯ ಸ್ಪರ್ಧೆಯು ವೃತ್ತಿ ಜೀವನಕ್ಕೆ ಸಹಕಾರಿಯಾಗುತ್ತದೆ. [1027, 2051, 1264, 2124]
sidebar-headline: ಕೃಷ್ಣಾಪುರದಲ್ಲಿ ಬಂಡಿ ಉತ್ಸವ [43, 802, 227, 825]
story-body-text: ಉಳ್ಳಾಲ: ಮೇ 10 ರಂದು ಮಂಗಳೂರಿನ ನೆಹರು ಮೈದಾನದಲ್ಲಿ ನವೋದಯ ಸ್ವ-ಸಹಾಯ ಸಂಘಗಳ ರಜತ ಮಹೋತ್ಸವ ಸಮಾವೇಶದ ಪ್ರಯುಕ್ತ ಡಾ.ಎಂ.ಎನ್. ರಾಜೇಂದ್ರ ಕುಮಾರ್ ಅವರ ನೇತೃತ್ವದಲ್ಲಿ ಸದಸ್ಯರಿಗೆ ಸಮವಸ್ತ್ರ ವಿತರಣಾ ಕಾರ್ಯಕ್ರಮ ನಡೆಯಿತು. ಕೋಟೆಕಾರು ವ್ಯವಸಾಯ ಸೇವಾ ಸಹಕಾರಿ ಬ್ಯಾಂಕ್ ಅಧ್ಯಕ್ಷ ಸುರೇಶ್ ಶೆಟ್ಟಿ ಮಾತನಾಡಿ, ನವೋದಯ ಸಂಘಗಳು ಗ್ರಾಮೀಣ ಮಹಿಳೆಯರ ಸ್ವಾವಲಂಬನೆಗೆ ಶ್ರಮಿಸುತ್ತಿವೆ ಎಂದರು. ಕೋಟೆಕಾರು ವ್ಯ.ಸೇ.ಸ.ಬ್ಯಾಂಕಿನ ಉಪಾಧ್ಯಕ್ಷ ಕೆ.ಬಿ.ಅಬೂಬಕ್ಕರ್, ನಿರ್ದೇಶಕರು, ಸಿಬ್ಬಂದಿ, ನವೋದಯ ಪ್ರೇರಕರು ಉಪಸ್ಥಿತರಿದ್ದರು. ಬ್ಯಾಂಕಿನ ಮುಖ್ಯ ಕಾರ್ಯನಿರ್ವಹಣಾಧಿಕಾರಿ ಸ್ವಾಗತಿಸಿದರು. [1133, 1579, 1502, 1706]
pull-quote-author: ಮನೋಹರ ಕುರುಪ್ [1036, 385, 1107, 397]
story-body: ಶತಮಾನೋತ್ಸವದ ಕಾರ್ಯಕ್ರಮಗಳನ್ನು ವರ್ಷಪೂರ್ತಿ ಆಯೋಜಿಸುವ ಬಗ್ಗೆ ಚರ್ಚಿಸಲಾಯಿತು. ಹಿರಿಯ ವಿದ್ಯಾರ್ಥಿ ಬಂಟಕಲ್ಲು ರಾಮಕೃಷ್ಣ ಶೆಟ್ಟಿ, ನಿವೃತ್ತ ಮುಖ್ಯ ಶಿಕ್ಷಕ ಎಸ್.ರಾಧಾಕೃಷ್ಣ ಪ್ರಭು, ದಿನೇಶ್ ದೇವಾಡಿಗ ಹೇರೂರು, ದಾಮೋದರ ಆಚಾರ್ಯ, ಶಾಲಾ ಸಂಚಾಲಕ ಗಣೇಶ್ ಪ್ರಭು ಮಾತನಾಡಿದರು. [286, 1072, 516, 1145]
pull-quote-byline: ● ಮನೋಹರ ಕುರುಪ್ [1021, 382, 1107, 397]
story-photo [525, 815, 875, 1061]
story-body-text: ಬಂಟ್ವಾಳ: ಮನುಷ್ಯ ತಾನು ಬೇರೆಯವರಿಗೆ ಉಪಕಾರಿಯಾಗಿ ಬಾಳಬೇಕು. ಒಂದು ಧಾರ್ಮಿಕ ಕೇಂದ್ರ ಗ್ರಾಮದ ಅಭಿವೃದ್ಧಿಯ ಕೇಂದ್ರವಾಗಬೇಕು ಎಂದು ಉದ್ಯಮಿ ಗುರುಪ್ರಸಾದ್ ಶೆಟ್ಟಿ ಹೇಳಿದರು. ಅವರು ನಗ್ರಿ ಶ್ರೀ ಶಾರದಾ ಮಂದಿರದ 13ನೇ ವರ್ಷದ ಪ್ರತಿಷ್ಠಾ ವರ್ಧಂತಿ ಉತ್ಸವದ ಧಾರ್ಮಿಕ ಸಭೆಯಲ್ಲಿ ಮಾತನಾಡಿದರು. ಸಮಾಜಮುಖಿ ಕಾರ್ಯಗಳ ಮೂಲಕ ಮಂದಿರ ಗುರುತಿಸಿಕೊಂಡಿದೆ ಎಂದರು. ಪೂಜಾರಿ ಕುಟುಂಬಸ್ಥರು ಅವರನ್ನು ಸನ್ಮಾನಿಸಲಾಯಿತು. ಕ್ಷೇತ್ರದ ಅರ್ಚಕರಿಗೆ ಪ್ರತಿಭಾಪುರಸ್ಕಾರ ನೀಡಲಾಯಿತು. ವಿದ್ಯಾರ್ಥಿಗಳಿಗೆ ಪುಸ್ತಕ ವಿತರಣೆ ಮಾಡಲಾಯಿತು. ಶ್ರೀ ಶಾರದಾ ಮಂದಿರದ ಅಧ್ಯಕ್ಷ ವಿಠಲ ಪೂಜಾರಿ, ಕಾರ್ಯದರ್ಶಿ ದಿನೇಶ್ ಸಾಲ್ಯಾನ್, ಕೋಶಾಧಿಕಾರಿ ಗಣೇಶ್ ನಾಯ್ಕ್, ಮಾಜಿ ಅಧ್ಯಕ್ಷ ಸುರೇಶ್ ಪೂಜಾರಿ, ಭಜನಾ ಮಂಡಳಿ ಅಧ್ಯಕ್ಷ ಉಪಸ್ಥಿತರಿದ್ದರು. ಶ್ರೀ ಶಾರದಾ ಮಂದಿರದ ನಿಕಟಪೂರ್ವ ಅಧ್ಯಕ್ಷ ರತ್ನಾಕರ ಪೂಜಾರಿ ಸ್ವಾಗತಿಸಿದರು, ರಮೇಶ್ ಕುಲಾಲ್ ವಂದಿಸಿದರು, ಜಗದೀಶ್ ಪೂಜಾರಿ ನಿರೂಪಿಸಿದರು. [286, 1598, 677, 1763]
info-box [1097, 911, 1281, 1141]
story-headline: ಕೋಟೇಕಾರು ಬ್ಯಾಂಕ್: ನವೋದಯ ಗುಂಪಿನ ಸದಸ್ಯರಿಗೆ ಸಮವಸ್ತ್ರ ವಿತರಣೆ [1134, 1349, 1501, 1416]
story-nair [286, 201, 1502, 714]
story-headline: ಒಗ್ಗಟ್ಟು, ಒಮ್ಮನಸ್ಸಿನಿಂದ ದುಡಿದಾಗ ಯಶಸ್ಸು ನಿಶ್ಚಿತ [462, 240, 1326, 304]
pull-quote-author: ಡಾ. ಪಿ.ಜ್ಯೋತಿಮಣಿ [1042, 2134, 1114, 2146]
brand-big: ಸಂಗಮ [1101, 90, 1226, 150]
orange-block [48, 71, 143, 118]
story-photo [694, 1429, 1109, 1593]
story-photo [1097, 789, 1502, 901]
story-bantakallu [286, 723, 885, 1330]
pull-quote-byline: ● ಡಾ. ಪಿ.ಜ್ಯೋತಿಮಣಿ [1027, 2131, 1114, 2146]
story-photo [286, 1429, 670, 1590]
promo-line: ನಿರಂತರ ಸುದ್ದಿ ಅಪ್ಡೇಟ್‌ಗಾಗಿ [254, 66, 366, 81]
story-body: ಪ್ರಕೃತಿಯನ್ನು ಉಳಿಸಿದರೆ ಮಾತ್ರ ನಾವು ಬದುಕಲು ಸಾಧ್ಯ. ದಾರಿ ಕೇರಳದಿಂದ ಕರ್ನಾಟಕಕ್ಕೆ ಬಂದು ಇಲ್ಲಿ ನೆಲೆಸಿದ ನಾಯರ್ ಸಮುದಾಯ ಇಲ್ಲಿನ ಜನರೊಂದಿಗೆ ಬೆರೆತು ಬಾಳುತ್ತಿದೆ. ಜಗತ್ತಿನ ಯಾವುದೇ ಮೂಲೆಯಲ್ಲಿದ್ದರೂ ನಮ್ಮ ಸಂಸ್ಕೃತಿಯನ್ನು ಬಿಡಬಾರದು ಎಂದು ಹೇಳಿದರು. ಸಭಾಭವನವು ಎಲ್ಲಾ ಸಮುದಾಯದವರಿಗೂ ಉಪಯೋಗವಾಗಲಿ ಎಂದು ಆಶಿಸಿದರು. ಮುಖ್ಯ ಅತಿಥಿಯಾಗಿ ಭಾಗವಹಿಸಿದ್ದ ಗಣ್ಯರು ಸಮುದಾಯದ ಏಳಿಗೆಗೆ ಶುಭ ಹಾರೈಸಿದರು. ಕರ್ನಾಟಕ ನಾಯರ್ ಸರ್ವೀಸ್ ಸೊಸೈಟಿ ಅಧ್ಯಕ್ಷ ಮನೋಹರ್ ಕುರುಪ್ ಅಧ್ಯಕ್ಷತೆ ವಹಿಸಿದ್ದರು. [556, 513, 1009, 586]
brand-logo-icon [1107, 71, 1127, 91]
sidebar-body: ಸುರತ್ಕಲ್: ಇಲ್ಲಿನ ಕೊಡಿಪಾಡಿ ಕೊರಗರ ಸಂಘಟನೆಯ ವತಿಯಿಂದ ಶ್ರೀ ರಾಮ ಮುಖ್ಯಪ್ರಾಣ ಮಂದಿರದಲ್ಲಿ ಹನುಮ ಜಯಂತಿ ಪ್ರಯುಕ್ತ ಸೀಯಾಳಾಭಿಷೇಕ ವಿಶೇಷ ಅಲಂಕಾರ ಪೂಜೆ, ಅನ್ನಸಂತರ್ಪಣೆ ನೆರವೇರಿತು. [141, 292, 265, 376]
